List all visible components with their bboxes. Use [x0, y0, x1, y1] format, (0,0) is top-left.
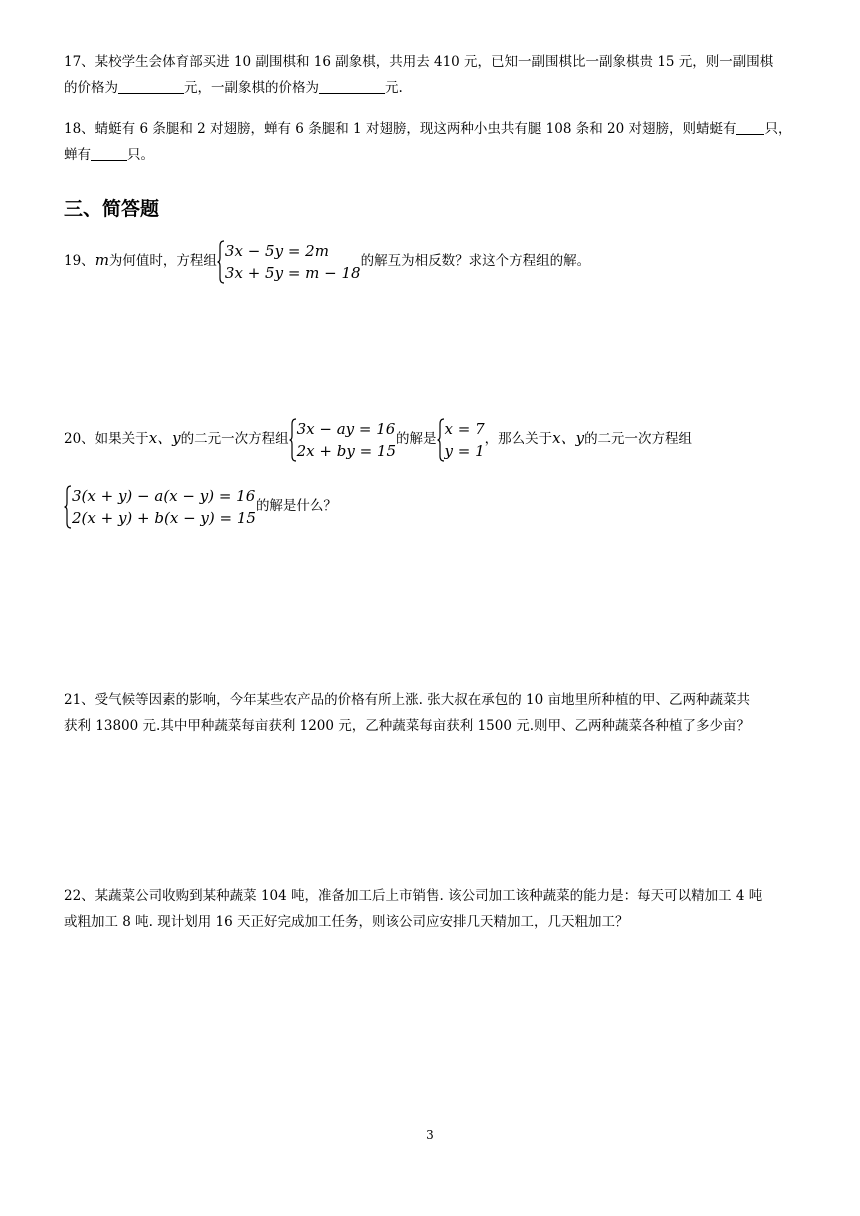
answer-blank: [736, 120, 764, 135]
q19-text: 的解互为相反数？求这个方程组的解。: [360, 253, 591, 269]
brace-icon: [437, 418, 445, 462]
page-number: 3: [426, 1128, 434, 1142]
q22-line2: 或粗加工 8 吨. 现计划用 16 天正好完成加工任务，则该公司应安排几天精加工，几天粗加工？: [64, 914, 629, 930]
q17-text: 元，一副象棋的价格为: [184, 80, 319, 96]
equation: x = 7: [444, 419, 485, 438]
equation: 3x + 5y = m − 18: [224, 263, 361, 282]
q18-line1: [64, 119, 791, 139]
math-variable: m: [94, 251, 109, 269]
q17-text: 元.: [385, 80, 403, 96]
equation: y = 1: [444, 441, 485, 460]
equation: 3(x + y) − a(x − y) = 16: [72, 486, 256, 505]
q20-line2: [64, 484, 337, 529]
math-variable: x、y: [148, 429, 181, 447]
q18-text: 只，: [764, 121, 792, 137]
q20-text: 的二元一次方程组: [180, 431, 289, 447]
q20-text: 的二元一次方程组: [584, 431, 693, 447]
equation: 2x + by = 15: [296, 441, 396, 460]
answer-blank: [91, 146, 127, 161]
q18-line2: [64, 145, 154, 165]
q18-text: 18、蜻蜓有 6 条腿和 2 对翅膀，蝉有 6 条腿和 1 对翅膀，现这两种小虫共有腿 108 条和 20 对翅膀，则蜻蜓有: [64, 121, 737, 137]
equation-system: [64, 485, 256, 529]
q18-text: 只。: [127, 147, 154, 163]
equation: 3x − 5y = 2m: [224, 241, 329, 260]
q20-text: ，那么关于: [484, 431, 553, 447]
equation: 2(x + y) + b(x − y) = 15: [72, 508, 256, 527]
q18-text: 蝉有: [64, 147, 91, 163]
q17-text: 的价格为: [64, 80, 118, 96]
section-title: 三、简答题: [64, 198, 160, 220]
q19-line: [64, 238, 590, 284]
q21-line1: 21、受气候等因素的影响，今年某些农产品的价格有所上涨. 张大叔在承包的 10 亩地里所种植的甲、乙两种蔬菜共: [64, 692, 751, 708]
q17-line2: [64, 78, 403, 98]
q20-text: 20、如果关于: [64, 431, 149, 447]
answer-blank: [319, 79, 385, 94]
q20-line1: [64, 416, 692, 462]
equation-system: [217, 240, 361, 284]
solution-system: [437, 418, 485, 462]
q17-line1: 17、某校学生会体育部买进 10 副围棋和 16 副象棋，共用去 410 元，已知一副围棋比一副象棋贵 15 元，则一副围棋: [64, 54, 774, 70]
brace-icon: [289, 418, 297, 462]
q20-text: 的解是什么？: [255, 498, 337, 514]
q22-line1: 22、某蔬菜公司收购到某种蔬菜 104 吨，准备加工后上市销售. 该公司加工该种蔬菜的能力是：每天可以精加工 4 吨: [64, 888, 763, 904]
q20-text: 的解是: [396, 431, 437, 447]
equation: 3x − ay = 16: [296, 419, 396, 438]
answer-blank: [118, 79, 184, 94]
equation-system: [289, 418, 396, 462]
q21-line2: 获利 13800 元.其中甲种蔬菜每亩获利 1200 元，乙种蔬菜每亩获利 1500 元.则甲、乙两种蔬菜各种植了多少亩？: [64, 718, 750, 734]
q19-text: 为何值时，方程组: [108, 253, 217, 269]
brace-icon: [217, 240, 225, 284]
q19-text: 19、: [64, 253, 95, 269]
math-variable: x、y: [552, 429, 585, 447]
brace-icon: [64, 485, 72, 529]
